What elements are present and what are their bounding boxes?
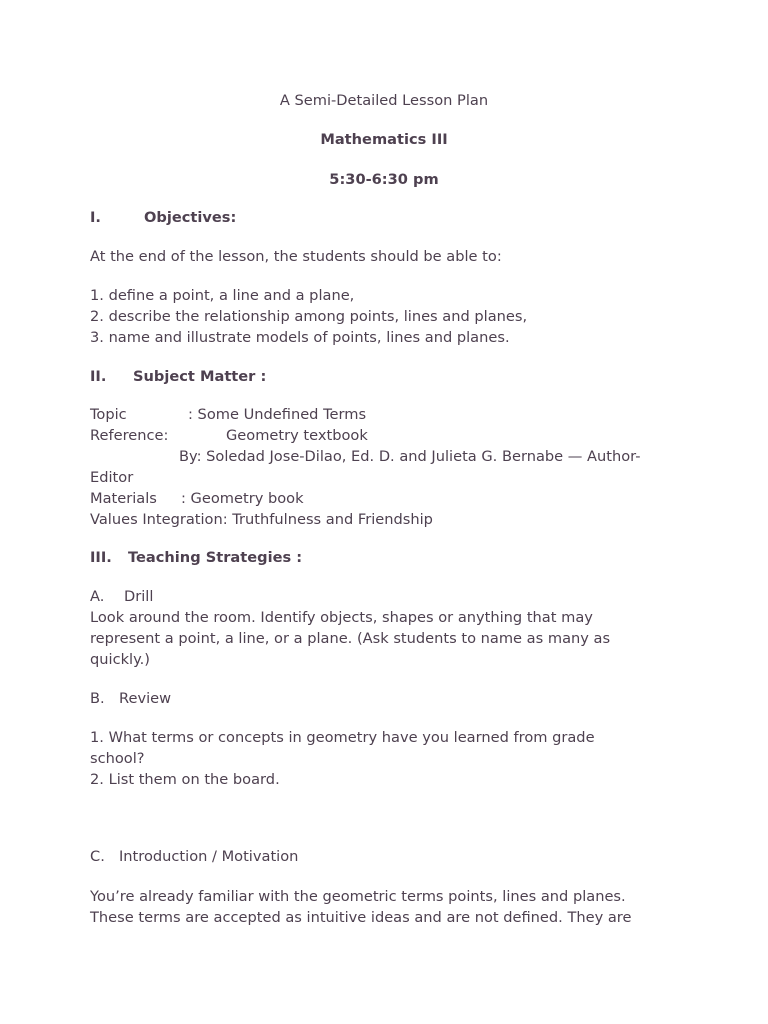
section-number-teaching: III. [90, 549, 112, 566]
review-title: Review [119, 690, 172, 707]
section-heading-teaching: Teaching Strategies : [128, 549, 303, 566]
values-integration: Values Integration: Truthfulness and Friendship [90, 511, 433, 528]
time-heading: 5:30-6:30 pm [329, 171, 439, 188]
section-heading-objectives: Objectives: [144, 209, 237, 226]
reference-label: Reference: [90, 427, 169, 444]
materials-label: Materials [90, 490, 157, 507]
reference-authors: By: Soledad Jose-Dilao, Ed. D. and Julieta G. Bernabe — Author- [179, 448, 641, 465]
intro-title: Introduction / Motivation [119, 848, 299, 865]
review-letter: B. [90, 690, 105, 707]
section-heading-subject-matter: Subject Matter : [133, 368, 267, 385]
intro-text: These terms are accepted as intuitive ideas and are not defined. They are [90, 909, 632, 926]
section-number-objectives: I. [90, 209, 101, 226]
topic-value: : Some Undefined Terms [188, 406, 367, 423]
objective-item: 1. define a point, a line and a plane, [90, 287, 355, 304]
reference-authors-continued: Editor [90, 469, 134, 486]
reference-value: Geometry textbook [226, 427, 368, 444]
objectives-intro: At the end of the lesson, the students should be able to: [90, 248, 502, 265]
subject-heading: Mathematics III [320, 131, 448, 148]
drill-text: Look around the room. Identify objects, shapes or anything that may [90, 609, 593, 626]
review-item: school? [90, 750, 145, 767]
objective-item: 3. name and illustrate models of points, lines and planes. [90, 329, 510, 346]
section-number-subject-matter: II. [90, 368, 107, 385]
drill-text: represent a point, a line, or a plane. (Ask students to name as many as [90, 630, 611, 647]
drill-title: Drill [124, 588, 154, 605]
review-item: 2. List them on the board. [90, 771, 280, 788]
review-item: 1. What terms or concepts in geometry have you learned from grade [90, 729, 595, 746]
materials-value: : Geometry book [181, 490, 304, 507]
intro-letter: C. [90, 848, 105, 865]
document-title: A Semi-Detailed Lesson Plan [279, 92, 489, 109]
drill-letter: A. [90, 588, 105, 605]
objective-item: 2. describe the relationship among points, lines and planes, [90, 308, 528, 325]
topic-label: Topic [90, 406, 127, 423]
intro-text: You’re already familiar with the geometric terms points, lines and planes. [90, 888, 626, 905]
drill-text: quickly.) [90, 651, 150, 668]
